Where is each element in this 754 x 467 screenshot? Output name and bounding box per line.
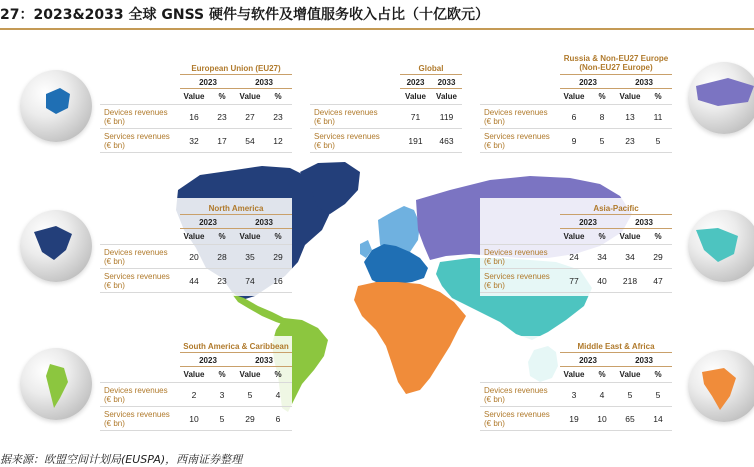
column-header: % bbox=[218, 92, 226, 101]
table-cell: 16 bbox=[273, 276, 283, 286]
region-name: South America & Caribbean bbox=[183, 342, 289, 351]
table-cell: 29 bbox=[245, 414, 255, 424]
region-africa bbox=[354, 282, 466, 394]
region-name: Russia & Non-EU27 Europe bbox=[563, 54, 669, 63]
year-header: 2023 bbox=[579, 78, 597, 87]
region-name: Global bbox=[418, 64, 444, 73]
row-label bbox=[314, 132, 380, 150]
table-cell: 4 bbox=[599, 390, 605, 400]
table-cell: 24 bbox=[569, 252, 579, 262]
table-cell: 20 bbox=[189, 252, 199, 262]
table-cell: 2 bbox=[191, 390, 197, 400]
table-cell: 5 bbox=[219, 414, 225, 424]
column-header: Value bbox=[436, 92, 457, 101]
row-label-services bbox=[104, 132, 170, 150]
text-label: Devices revenues bbox=[104, 248, 168, 257]
chart-title: 27：2023&2033 全球 GNSS 硬件与软件及增值服务收入占比（十亿欧元） bbox=[0, 7, 489, 23]
table-cell: 27 bbox=[245, 112, 255, 122]
column-header: Value bbox=[183, 370, 205, 379]
table-rule bbox=[560, 214, 672, 215]
row-label bbox=[104, 386, 168, 404]
table-cell: 17 bbox=[217, 136, 227, 146]
region-name: (Non-EU27 Europe) bbox=[579, 63, 653, 72]
table-cell: 9 bbox=[571, 136, 577, 146]
globe-asia-icon bbox=[688, 210, 754, 282]
table-cell: 5 bbox=[247, 390, 253, 400]
text-label: (€ bn) bbox=[314, 141, 335, 150]
column-header: % bbox=[274, 92, 282, 101]
table-cell: 47 bbox=[653, 276, 663, 286]
table-cell: 4 bbox=[275, 390, 281, 400]
globe-europe-icon bbox=[20, 70, 92, 142]
table-cell: 28 bbox=[217, 252, 227, 262]
text-label: (€ bn) bbox=[484, 257, 505, 266]
table-rule bbox=[480, 382, 672, 383]
table-rule bbox=[480, 152, 672, 153]
row-label bbox=[484, 386, 548, 404]
table-rule bbox=[480, 128, 672, 129]
region-name: Asia-Pacific bbox=[593, 204, 639, 213]
table-cell: 65 bbox=[625, 414, 635, 424]
table-rule bbox=[310, 128, 462, 129]
table-cell: 6 bbox=[571, 112, 577, 122]
table-cell: 8 bbox=[599, 112, 605, 122]
table-rule bbox=[560, 352, 672, 353]
year-header: 2033 bbox=[437, 78, 456, 87]
table-global bbox=[310, 58, 462, 156]
text-label: Devices revenues bbox=[104, 386, 168, 395]
text-label: (€ bn) bbox=[104, 141, 125, 150]
row-label bbox=[484, 272, 550, 290]
column-header: % bbox=[274, 232, 282, 241]
text-label: Services revenues bbox=[104, 132, 170, 141]
column-header: Value bbox=[563, 370, 585, 379]
column-header: % bbox=[654, 92, 662, 101]
table-cell: 74 bbox=[245, 276, 255, 286]
column-header: % bbox=[598, 370, 606, 379]
column-header: Value bbox=[619, 370, 641, 379]
table-rule bbox=[480, 406, 672, 407]
table-rule bbox=[560, 366, 672, 367]
column-header: Value bbox=[563, 92, 585, 101]
row-label bbox=[484, 132, 550, 150]
table-rule bbox=[180, 214, 292, 215]
table-rule bbox=[180, 366, 292, 367]
region-name: Middle East & Africa bbox=[577, 342, 655, 351]
table-cell: 34 bbox=[597, 252, 607, 262]
row-label bbox=[314, 108, 378, 126]
table-cell: 5 bbox=[599, 136, 605, 146]
year-header: 2023 bbox=[579, 356, 597, 365]
table-cell: 19 bbox=[569, 414, 579, 424]
table-rule bbox=[180, 352, 292, 353]
row-label bbox=[104, 410, 170, 428]
column-header: % bbox=[218, 232, 226, 241]
table-cell: 40 bbox=[597, 276, 607, 286]
table-cell: 23 bbox=[273, 112, 283, 122]
text-label: (€ bn) bbox=[484, 141, 505, 150]
text-label: (€ bn) bbox=[484, 395, 505, 404]
column-header: % bbox=[274, 370, 282, 379]
text-label: Devices revenues bbox=[314, 108, 378, 117]
table-rule bbox=[560, 88, 672, 89]
year-2033: 2033 bbox=[255, 78, 273, 87]
globe-south-america-icon bbox=[20, 348, 92, 420]
table-cell: 32 bbox=[189, 136, 199, 146]
table-rule bbox=[310, 152, 462, 153]
table-cell: 77 bbox=[569, 276, 579, 286]
text-label: Services revenues bbox=[104, 410, 170, 419]
text-label: (€ bn) bbox=[104, 257, 125, 266]
table-rule bbox=[560, 228, 672, 229]
text-label: (€ bn) bbox=[104, 395, 125, 404]
column-header: Value bbox=[183, 92, 205, 101]
table-rule bbox=[400, 88, 462, 89]
row-label bbox=[484, 410, 550, 428]
row-label-devices bbox=[104, 108, 168, 126]
table-cell: 35 bbox=[245, 252, 255, 262]
text-label: Services revenues bbox=[484, 272, 550, 281]
table-rule bbox=[180, 228, 292, 229]
text-label: (€ bn) bbox=[484, 281, 505, 290]
table-rule bbox=[180, 88, 292, 89]
table-cell: 23 bbox=[625, 136, 635, 146]
table-north-america bbox=[100, 198, 292, 296]
table-rule bbox=[480, 104, 672, 105]
column-header: Value bbox=[183, 232, 205, 241]
text-label: Devices revenues bbox=[484, 248, 548, 257]
table-cell: 29 bbox=[653, 252, 663, 262]
table-cell: 13 bbox=[625, 112, 635, 122]
year-header: 2023 bbox=[199, 356, 217, 365]
table-rule bbox=[480, 244, 672, 245]
table-cell: 54 bbox=[245, 136, 255, 146]
table-cell: 23 bbox=[217, 276, 227, 286]
table-rule bbox=[180, 74, 292, 75]
table-rule bbox=[480, 292, 672, 293]
table-cell: 34 bbox=[625, 252, 635, 262]
table-cell: 5 bbox=[655, 390, 661, 400]
table-cell: 218 bbox=[622, 276, 638, 286]
text-label: (€ bn) bbox=[314, 117, 335, 126]
text-label: Services revenues bbox=[104, 272, 170, 281]
column-header: % bbox=[654, 370, 662, 379]
region-eu bbox=[364, 244, 428, 286]
column-header: Value bbox=[563, 232, 585, 241]
row-label bbox=[484, 108, 548, 126]
text-label: Devices revenues bbox=[484, 108, 548, 117]
table-rule bbox=[480, 268, 672, 269]
table-cell: 191 bbox=[408, 136, 423, 146]
year-header: 2023 bbox=[579, 218, 597, 227]
table-south-america bbox=[100, 336, 292, 434]
year-header: 2033 bbox=[635, 218, 653, 227]
column-header: Value bbox=[239, 370, 261, 379]
table-rule bbox=[480, 430, 672, 431]
table-cell: 119 bbox=[439, 112, 454, 122]
table-cell: 44 bbox=[189, 276, 199, 286]
table-rule bbox=[100, 430, 292, 431]
year-header: 2033 bbox=[255, 356, 273, 365]
year-header: 2023 bbox=[199, 218, 217, 227]
globe-north-america-icon bbox=[20, 210, 92, 282]
region-name: North America bbox=[208, 204, 264, 213]
row-label bbox=[104, 248, 168, 266]
row-label bbox=[104, 272, 170, 290]
year-2023: 2023 bbox=[199, 78, 217, 87]
column-header: Value bbox=[619, 232, 641, 241]
year-header: 2033 bbox=[255, 218, 273, 227]
table-rule bbox=[100, 268, 292, 269]
table-russia bbox=[480, 50, 672, 156]
table-cell: 463 bbox=[439, 136, 454, 146]
table-cell: 16 bbox=[189, 112, 199, 122]
table-rule bbox=[100, 292, 292, 293]
table-rule bbox=[560, 74, 672, 75]
table-rule bbox=[400, 74, 462, 75]
table-cell: 3 bbox=[219, 390, 225, 400]
table-cell: 10 bbox=[597, 414, 607, 424]
table-cell: 6 bbox=[275, 414, 281, 424]
column-header: Value bbox=[239, 92, 261, 101]
year-header: 2033 bbox=[635, 78, 653, 87]
text-label: (€ bn) bbox=[104, 281, 125, 290]
column-header: Value bbox=[619, 92, 641, 101]
year-header: 2033 bbox=[635, 356, 653, 365]
table-cell: 5 bbox=[627, 390, 633, 400]
table-rule bbox=[100, 244, 292, 245]
table-rule bbox=[310, 104, 462, 105]
globe-russia-icon bbox=[688, 62, 754, 134]
text-label: (€ bn) bbox=[104, 117, 125, 126]
table-cell: 5 bbox=[655, 136, 661, 146]
table-cell: 29 bbox=[273, 252, 283, 262]
text-label: Devices revenues bbox=[104, 108, 168, 117]
text-label: Services revenues bbox=[314, 132, 380, 141]
column-header: % bbox=[654, 232, 662, 241]
table-cell: 71 bbox=[410, 112, 421, 122]
table-cell: 14 bbox=[653, 414, 663, 424]
table-rule bbox=[100, 104, 292, 105]
table-cell: 3 bbox=[571, 390, 577, 400]
text-label: Services revenues bbox=[484, 132, 550, 141]
table-rule bbox=[100, 382, 292, 383]
column-header: % bbox=[218, 370, 226, 379]
table-middle-east-africa bbox=[480, 336, 672, 434]
text-label: (€ bn) bbox=[484, 117, 505, 126]
text-label: (€ bn) bbox=[104, 419, 125, 428]
text-label: (€ bn) bbox=[484, 419, 505, 428]
column-header: % bbox=[598, 232, 606, 241]
table-eu bbox=[100, 58, 292, 156]
row-label bbox=[484, 248, 548, 266]
table-asia-pacific bbox=[480, 198, 672, 296]
source-note: 据来源：欧盟空间计划局(EUSPA)，西南证券整理 bbox=[0, 453, 243, 466]
globe-africa-icon bbox=[688, 350, 754, 422]
column-header: Value bbox=[239, 232, 261, 241]
column-header: % bbox=[598, 92, 606, 101]
table-cell: 23 bbox=[217, 112, 227, 122]
column-header: Value bbox=[405, 92, 426, 101]
table-cell: 10 bbox=[189, 414, 199, 424]
text-label: Devices revenues bbox=[484, 386, 548, 395]
text-label: Services revenues bbox=[484, 410, 550, 419]
table-cell: 12 bbox=[273, 136, 283, 146]
table-rule bbox=[100, 128, 292, 129]
year-header: 2023 bbox=[406, 78, 425, 87]
table-rule bbox=[100, 152, 292, 153]
table-cell: 11 bbox=[653, 112, 663, 122]
region-name: European Union (EU27) bbox=[191, 64, 281, 73]
table-rule bbox=[100, 406, 292, 407]
